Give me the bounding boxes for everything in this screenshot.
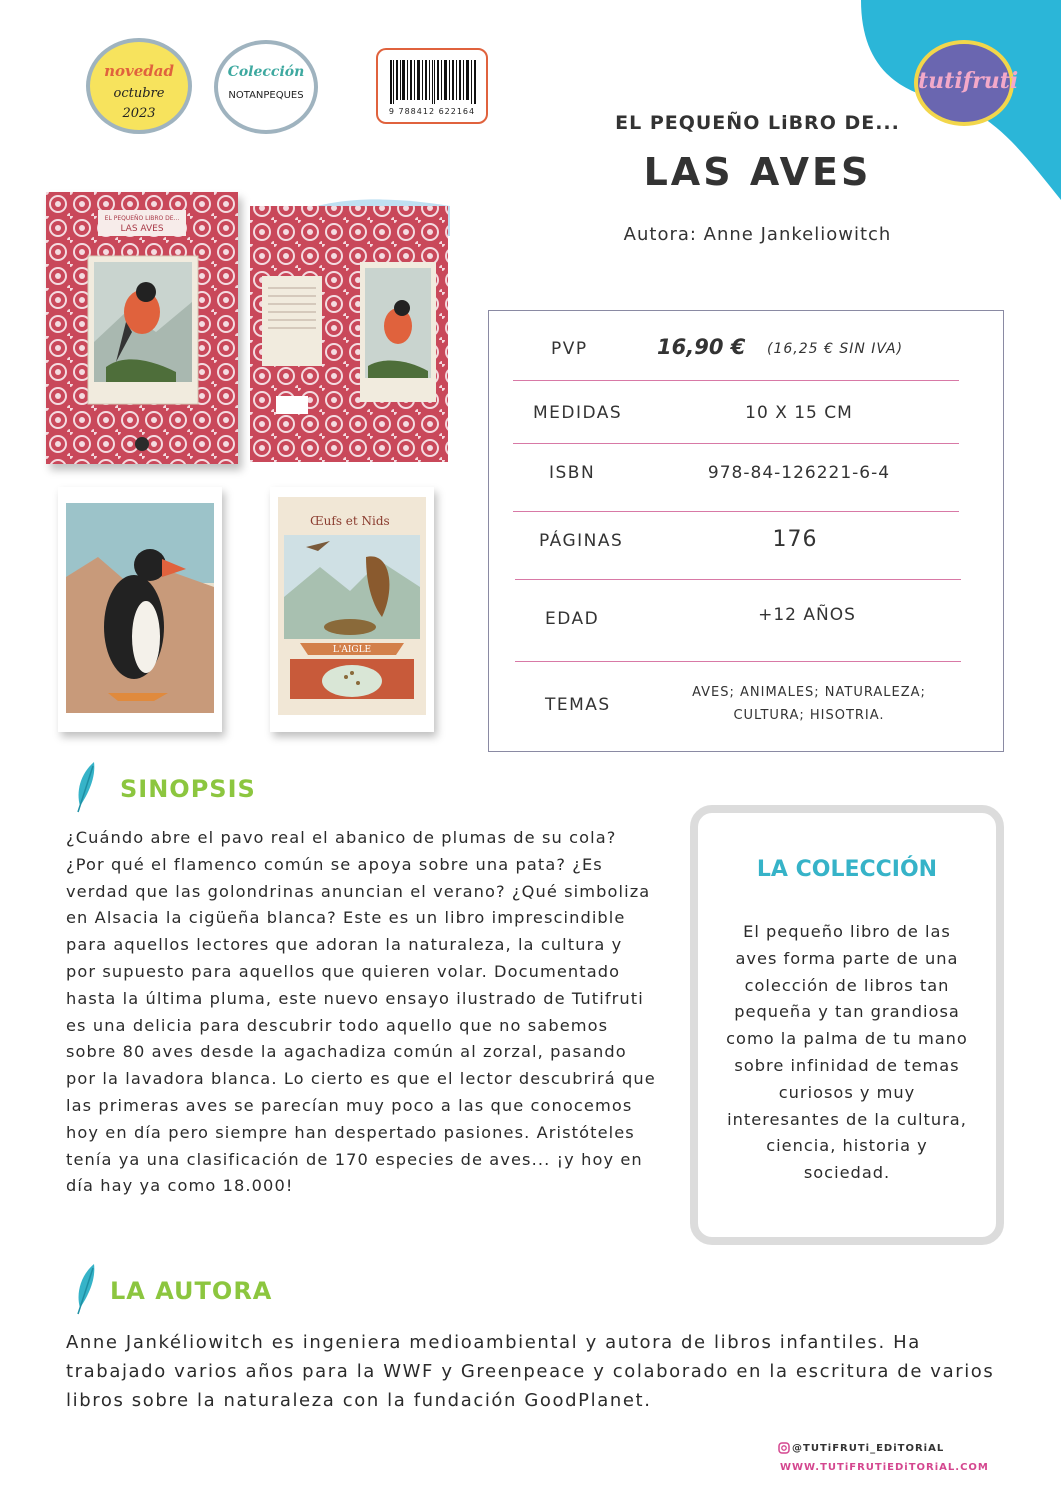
- paginas-label: PÁGINAS: [539, 531, 624, 551]
- medidas-value: 10 X 15 CM: [745, 403, 853, 423]
- eagle-illustration: [270, 487, 434, 732]
- novedad-month: octubre: [113, 86, 165, 101]
- barcode-bars: [390, 60, 476, 104]
- logo-text: tutifruti: [918, 68, 1019, 94]
- isbn-value: 978-84-126221-6-4: [707, 463, 891, 483]
- collection-name: NOTANPEQUES: [228, 90, 304, 101]
- pvp-value: 16,90 €: [657, 335, 746, 359]
- book-info-table: [488, 310, 1004, 752]
- collection-box: [690, 805, 1004, 1245]
- autora-title: LA AUTORA: [110, 1277, 273, 1305]
- collection-title: LA COLECCIÓN: [756, 857, 938, 882]
- book-back-image: [250, 196, 450, 466]
- puffin-illustration: [58, 487, 222, 732]
- separator: [513, 380, 959, 381]
- barcode: [376, 48, 488, 124]
- separator: [515, 661, 961, 662]
- edad-label: EDAD: [545, 609, 600, 629]
- sinopsis-text: ¿Cuándo abre el pavo real el abanico de plumas de su cola? ¿Por qué el flamenco común se apoya sobre una pata? ¿Es verdad que las golondrinas anuncian el verano? ¿Qué simboliza en Alsacia la cigüeña blanca? Este es un libro imprescindible para aquellos lectores que adoran la naturaleza, la cultura y por supuesto para aquellos que quieren volar. Documentado hasta la última pluma, este nuevo ensayo ilustrado de Tutifruti es una delicia para descubrir todo aquello que no sabemos sobre 80 aves desde la agachadiza común al zorzal, pasando por la lavadora blanca. Lo cierto es que el lector descubrirá que las primeras aves se parecían muy poco a las que conocemos hoy en día pero siempre han despertado pasiones. Aristóteles tenía ya una clasificación de 170 especies de aves... ¡y hoy en día hay ya como 18.000!: [66, 828, 656, 1196]
- book-kicker: EL PEQUEÑO LiBRO DE...: [615, 112, 900, 134]
- separator: [513, 511, 959, 512]
- edad-value: +12 AÑOS: [758, 605, 856, 625]
- cover-title: LAS AVES: [120, 224, 164, 234]
- novedad-year: 2023: [122, 106, 156, 121]
- separator: [515, 579, 961, 580]
- medidas-label: MEDIDAS: [533, 403, 623, 423]
- pvp-label: PVP: [551, 339, 588, 359]
- feather-icon: [72, 760, 102, 816]
- collection-text: El pequeño libro de las aves forma parte de una colección de libros tan pequeña y tan grandiosa como la palma de tu mano sobre infinidad de temas curiosos y muy interesantes de la cultura, ciencia, historia y sociedad.: [726, 922, 968, 1183]
- sinopsis-title: SINOPSIS: [120, 775, 256, 803]
- temas-line2: CULTURA; HISOTRIA.: [733, 708, 885, 723]
- barcode-number: 9 788412 622164: [388, 107, 476, 116]
- book-cover-image: [46, 192, 238, 464]
- collection-badge: [214, 40, 318, 134]
- instagram-icon: [778, 1442, 790, 1454]
- separator: [513, 443, 959, 444]
- book-author: Autora: Anne Jankeliowitch: [623, 224, 892, 245]
- temas-line1: AVES; ANIMALES; NATURALEZA;: [692, 685, 926, 700]
- instagram-handle[interactable]: @TUTiFRUTi_EDiTORiAL: [792, 1443, 945, 1454]
- feather-icon: [72, 1262, 102, 1318]
- website-link[interactable]: WWW.TUTiFRUTiEDiTORiAL.COM: [780, 1462, 989, 1473]
- autora-text: Anne Jankéliowitch es ingeniera medioambiental y autora de libros infantiles. Ha trabajado varios años para la WWF y Greenpeace y colaborado en la escritura de varios libros sobre la naturaleza con la fundación GoodPlanet.: [66, 1332, 995, 1411]
- collection-label: Colección: [227, 64, 305, 80]
- paginas-value: 176: [772, 527, 818, 552]
- pvp-note: (16,25 € SIN IVA): [767, 341, 904, 357]
- temas-label: TEMAS: [545, 695, 611, 715]
- eagle-caption: Œufs et Nids: [310, 514, 390, 528]
- novedad-label: novedad: [104, 62, 174, 80]
- book-title: LAS AVES: [643, 150, 872, 194]
- novedad-badge: [86, 38, 192, 134]
- cover-kicker: EL PEQUEÑO LIBRO DE...: [104, 215, 180, 222]
- eagle-banner: L'AIGLE: [332, 645, 372, 655]
- isbn-label: ISBN: [549, 463, 596, 483]
